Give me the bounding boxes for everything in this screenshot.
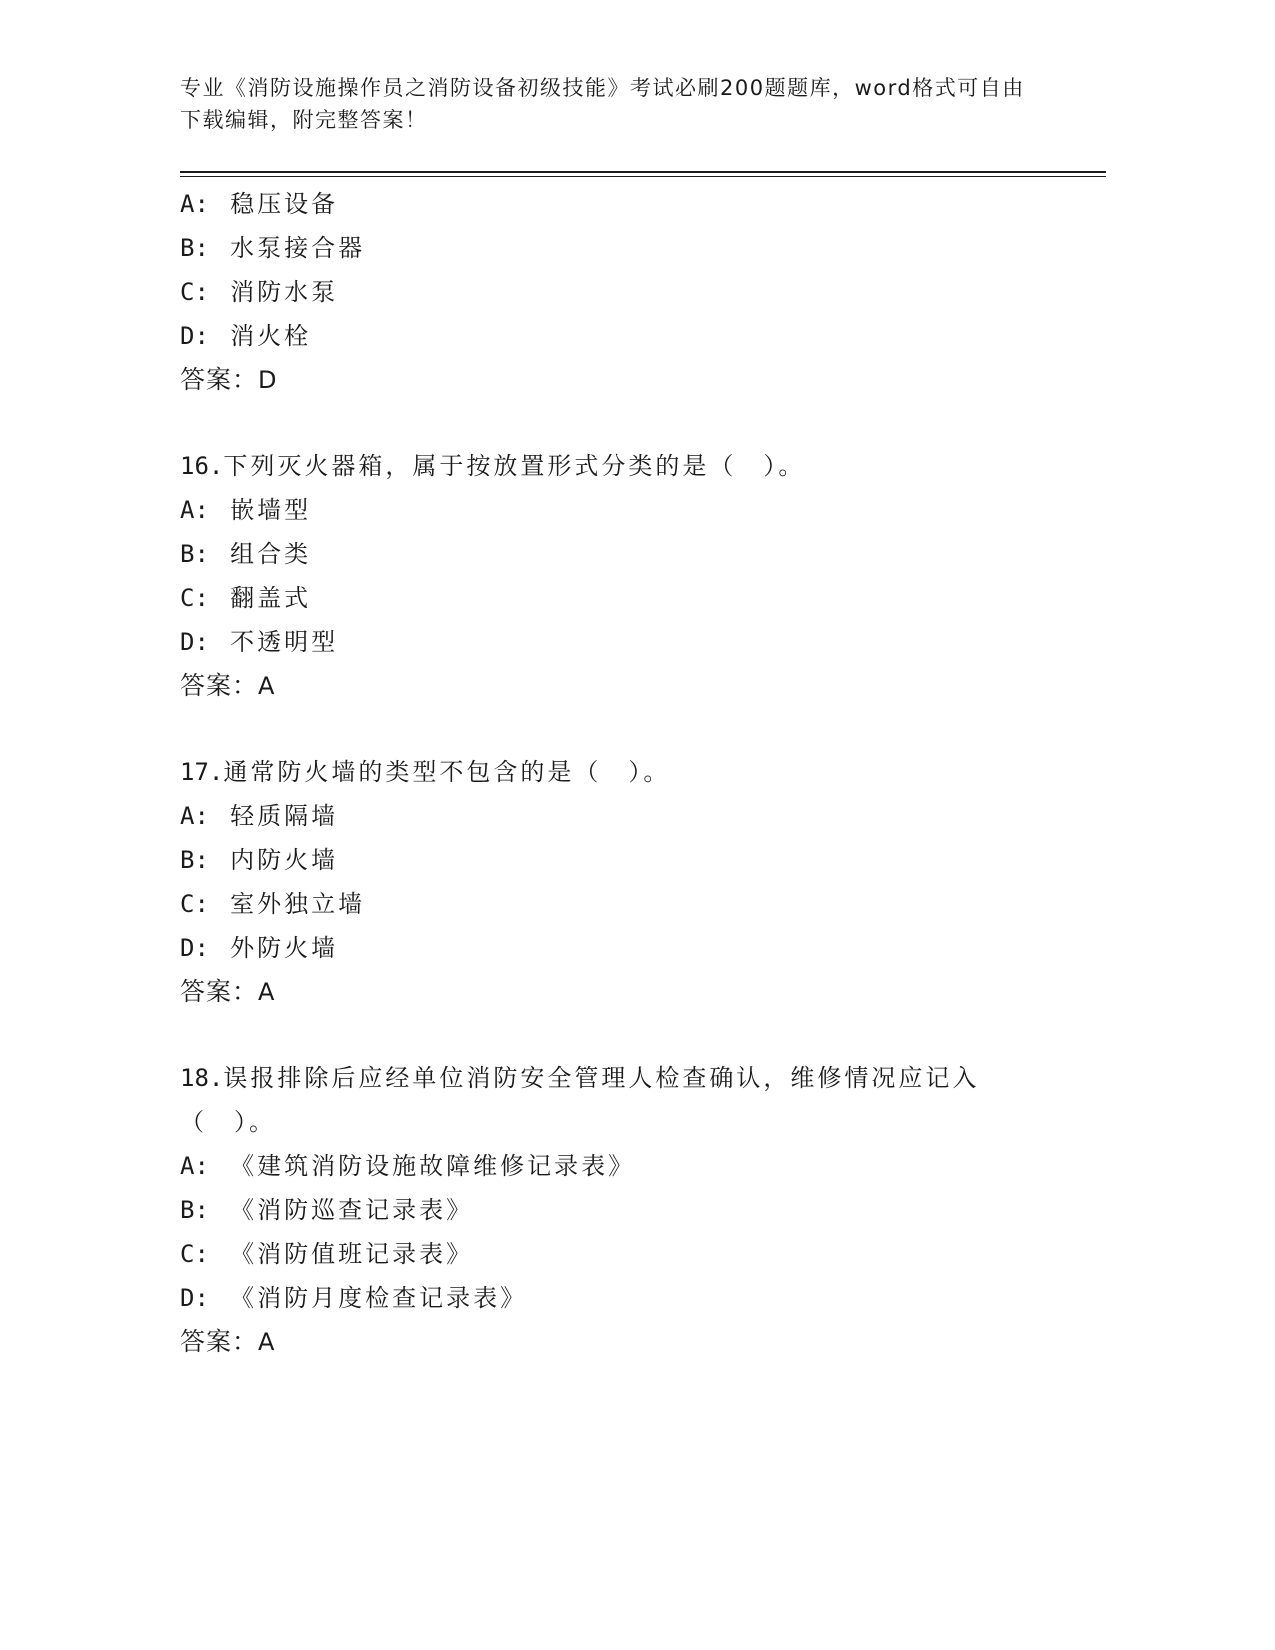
- question-block: [180, 182, 1040, 402]
- option-a: [180, 1144, 1040, 1188]
- option-a: [180, 488, 1040, 532]
- option-c: [180, 270, 1040, 314]
- option-a: [180, 182, 1040, 226]
- option-key: B:: [180, 234, 209, 262]
- answer-value: A: [258, 978, 276, 1006]
- header-divider-thick: [180, 171, 1106, 173]
- option-key: B:: [180, 1196, 209, 1224]
- option-a: [180, 794, 1040, 838]
- option-b: [180, 1188, 1040, 1232]
- option-key: A:: [180, 190, 209, 218]
- option-text: 室外独立墙: [230, 890, 366, 918]
- question-text: [180, 1056, 1040, 1144]
- option-key: C:: [180, 1240, 209, 1268]
- option-c: [180, 882, 1040, 926]
- answer-label: 答案：: [180, 977, 259, 1006]
- option-text: 翻盖式: [230, 584, 312, 612]
- option-text: 《消防值班记录表》: [230, 1240, 474, 1268]
- answer-value: A: [258, 672, 276, 700]
- question-block: [180, 750, 1040, 1014]
- answer-label: 答案：: [180, 365, 259, 394]
- question-block: [180, 1056, 1040, 1364]
- answer-line: [180, 664, 1040, 708]
- option-text: 《消防巡查记录表》: [230, 1196, 474, 1224]
- option-d: [180, 926, 1040, 970]
- option-b: [180, 838, 1040, 882]
- question-stem: 误报排除后应经单位消防安全管理人检查确认，维修情况应记入（ ）。: [180, 1064, 980, 1136]
- question-number: 17.: [180, 758, 224, 786]
- option-text: 组合类: [230, 540, 312, 568]
- option-text: 消防水泵: [230, 278, 339, 306]
- option-key: C:: [180, 278, 209, 306]
- question-stem: 通常防火墙的类型不包含的是（ ）。: [223, 758, 671, 786]
- option-key: D:: [180, 1284, 209, 1312]
- option-d: [180, 1276, 1040, 1320]
- answer-value: D: [258, 366, 278, 394]
- option-key: C:: [180, 584, 209, 612]
- header-divider-thin: [180, 176, 1106, 177]
- option-text: 《消防月度检查记录表》: [230, 1284, 528, 1312]
- option-key: C:: [180, 890, 209, 918]
- answer-label: 答案：: [180, 1327, 259, 1356]
- option-text: 不透明型: [230, 628, 339, 656]
- option-c: [180, 576, 1040, 620]
- option-d: [180, 314, 1040, 358]
- question-text: [180, 750, 1040, 794]
- option-key: D:: [180, 934, 209, 962]
- option-key: D:: [180, 322, 209, 350]
- option-b: [180, 226, 1040, 270]
- answer-line: [180, 358, 1040, 402]
- answer-line: [180, 970, 1040, 1014]
- option-text: 嵌墙型: [230, 496, 312, 524]
- option-key: A:: [180, 496, 209, 524]
- option-key: B:: [180, 846, 209, 874]
- option-c: [180, 1232, 1040, 1276]
- option-text: 《建筑消防设施故障维修记录表》: [230, 1152, 636, 1180]
- question-number: 18.: [180, 1064, 224, 1092]
- answer-label: 答案：: [180, 671, 259, 700]
- option-text: 外防火墙: [230, 934, 339, 962]
- document-header: 专业《消防设施操作员之消防设备初级技能》考试必刷200题题库，word格式可自由下载编辑，附完整答案！: [180, 76, 1025, 132]
- question-text: [180, 444, 1040, 488]
- option-key: A:: [180, 802, 209, 830]
- option-key: D:: [180, 628, 209, 656]
- question-block: [180, 444, 1040, 708]
- option-text: 稳压设备: [230, 190, 339, 218]
- option-text: 轻质隔墙: [230, 802, 339, 830]
- answer-line: [180, 1320, 1040, 1364]
- question-stem: 下列灭火器箱，属于按放置形式分类的是（ ）。: [223, 452, 806, 480]
- option-key: A:: [180, 1152, 209, 1180]
- option-b: [180, 532, 1040, 576]
- question-number: 16.: [180, 452, 224, 480]
- option-key: B:: [180, 540, 209, 568]
- question-list: [180, 182, 1040, 1364]
- answer-value: A: [258, 1328, 276, 1356]
- option-text: 内防火墙: [230, 846, 339, 874]
- option-d: [180, 620, 1040, 664]
- option-text: 水泵接合器: [230, 234, 366, 262]
- option-text: 消火栓: [230, 322, 312, 350]
